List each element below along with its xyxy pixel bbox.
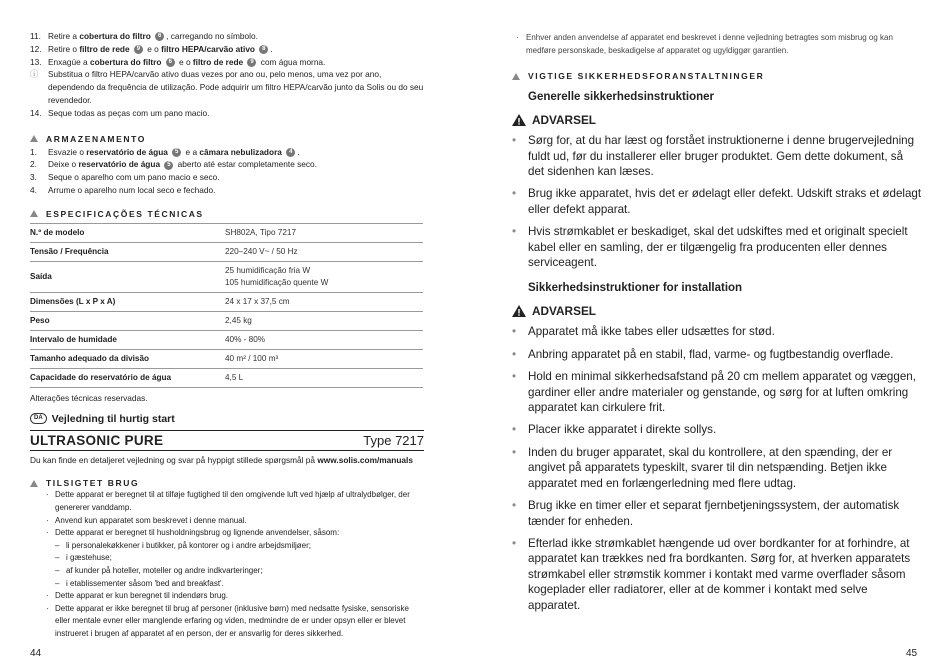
list-item: – li personalekøkkener i butikker, på kontorer og i andre arbejdsmiljøer;: [55, 540, 312, 550]
step-12: 12. Retire o filtro de rede 9 e o filtro HEPA/carvão ativo 8 .: [30, 43, 273, 54]
list-item: · Anvend kun apparatet som beskrevet i denne manual.: [46, 515, 247, 525]
table-row: Tamanho adequado da divisão 40 m² / 100 m³: [30, 349, 423, 368]
warning-triangle-icon: [30, 210, 38, 217]
left-page: [30, 30, 424, 640]
misuse-note: · Enhver anden anvendelse af apparatet end beskrevet i denne vejledning betragtes som misbrug og kan medføre personskade, beskadigelse af apparatet og ugyldiggør garantien.: [516, 33, 893, 55]
list-item: • Hold en minimal sikkerhedsafstand på 20 cm mellem apparatet og væggen, gardiner eller andre materialer og genstande, og sørg for at luften omkring apparatet kan cirkulere frit.: [512, 370, 916, 415]
info-note: ⓘ Substitua o filtro HEPA/carvão ativo duas vezes por ano ou, pelo menos, uma vez por ano, dependendo da frequência de utilização. Pode adquirir um filtro HEPA/carvão junto da Solis ou do seu revendedor.: [30, 69, 424, 105]
warning-heading-2: ADVARSEL: [512, 304, 922, 318]
step-11: 11. Retire a cobertura do filtro 6 , carregando no símbolo.: [30, 31, 258, 41]
manual-url[interactable]: www.solis.com/manuals: [317, 454, 413, 465]
part-badge: 6: [155, 32, 164, 41]
part-badge: 9: [247, 58, 256, 67]
step-14: 14. Seque todas as peças com um pano macio.: [30, 107, 210, 118]
table-row: N.º de modelo SH802A, Tipo 7217: [30, 223, 423, 242]
safety-heading: VIGTIGE SIKKERHEDSFORANSTALTNINGER: [512, 71, 922, 81]
manual-link-text: Du kan finde en detaljeret vejledning og svar på hyppigt stillede spørgsmål på www.solis.com/manuals: [30, 454, 413, 465]
list-item: • Apparatet må ikke tabes eller udsættes for stød.: [512, 325, 775, 339]
list-item: • Efterlad ikke strømkablet hængende ud over bordkanter for at forhindre, at apparatet kan trækkes ned fra bordkanten. Sørg for, at hverken apparatets strømkabel eller strømstik kommer i kontakt med varme overflader såsom kogeplader eller radiatorer, eller at de kommer i kontakt med selve apparatet.: [512, 536, 911, 612]
part-badge: 5: [172, 148, 181, 157]
list-item: · Dette apparat er kun beregnet til indendørs brug.: [46, 591, 228, 601]
list-item: – i etablissementer såsom 'bed and breakfast'.: [55, 578, 224, 588]
list-item: • Inden du bruger apparatet, skal du kontrollere, at den spænding, der er angivet på apparatets typeskilt, svarer til din netspænding. Betjen ikke apparatet med en forlængerledning med flere udtag.: [512, 445, 893, 490]
installation-safety-title: Sikkerhedsinstruktioner for installation: [528, 282, 743, 295]
specs-heading: ESPECIFICAÇÕES TÉCNICAS: [30, 209, 424, 219]
table-row: Intervalo de humidade 40% - 80%: [30, 330, 423, 349]
part-badge: 6: [166, 58, 175, 67]
list-item: · Dette apparat er beregnet til at tilføje fugtighed til den omgivende luft ved hjælp af ultralydbølger, der genererer vanddamp.: [46, 490, 410, 512]
page-number-left: 44: [30, 648, 42, 659]
installation-safety-list: [512, 324, 922, 613]
storage-step-1: 1. Esvazie o reservatório de água 5 e a câmara nebulizadora 4 .: [30, 146, 300, 157]
warning-icon: [512, 114, 526, 126]
list-item: • Hvis strømkablet er beskadiget, skal det udskiftes med et originalt specielt kabel eller en samling, der er tilgængelig fra producenten eller dennes serviceagent.: [512, 225, 908, 270]
table-row: Peso 2,45 kg: [30, 311, 423, 330]
cleaning-steps: [30, 30, 424, 120]
intended-use-list: [30, 489, 424, 640]
product-name: ULTRASONIC PURE: [30, 432, 164, 448]
part-badge: 8: [259, 45, 268, 54]
step-13: 13. Enxagúe a cobertura do filtro 6 e o filtro de rede 9 com água morna.: [30, 56, 326, 67]
table-row: Dimensões (L x P x A) 24 x 17 x 37,5 cm: [30, 292, 423, 311]
part-badge: 4: [286, 148, 295, 157]
general-safety-title: Generelle sikkerhedsinstruktioner: [528, 91, 714, 104]
warning-triangle-icon: [30, 480, 38, 487]
storage-step-4: 4. Arrume o aparelho num local seco e fechado.: [30, 184, 216, 195]
info-icon: ⓘ: [30, 69, 39, 80]
list-item: • Sørg for, at du har læst og forstået instruktionerne i denne brugervejledning fuldt ud, før du installerer eller bruger produktet. Gem dette dokument, så det sidenhen kan læses.: [512, 134, 915, 178]
table-row: Tensão / Frequência 220–240 V~ / 50 Hz: [30, 242, 423, 261]
part-badge: 9: [134, 45, 143, 54]
list-item: • Brug ikke apparatet, hvis det er ødelagt eller defekt. Udskift straks et ødelagt eller defekt apparat.: [512, 187, 922, 216]
intended-use-heading: TILSIGTET BRUG: [30, 478, 424, 488]
warning-triangle-icon: [30, 135, 38, 142]
list-item: · Dette apparat er ikke beregnet til brug af personer (inklusive børn) med nedsatte fysiske, sensoriske eller mentale evner eller manglende erfaring og viden, medmindre de er under opsyn eller er blevet instrueret i brugen af apparatet af en person, der er ansvarlig for deres sikkerhed.: [46, 603, 409, 638]
list-item: – af kunder på hoteller, moteller og andre indkvarteringer;: [55, 565, 263, 575]
list-item: • Brug ikke en timer eller et separat fjernbetjeningssystem, der automatisk tænder for enheden.: [512, 499, 900, 528]
product-type: Type 7217: [363, 432, 424, 448]
list-item: • Anbring apparatet på en stabil, flad, varme- og fugtbestandig overflade.: [512, 347, 894, 361]
list-item: · Dette apparat er beregnet til husholdningsbrug og lignende anvendelser, såsom:: [46, 528, 340, 538]
table-row: Saída 25 humidificação fria W 105 humidificação quente W: [30, 261, 423, 292]
specs-table: [30, 223, 423, 388]
product-header: [30, 430, 424, 451]
general-safety-list: [512, 133, 922, 270]
spec-note: Alterações técnicas reservadas.: [30, 392, 148, 403]
table-row: Capacidade do reservatório de água 4,5 L: [30, 368, 423, 387]
list-item: – i gæstehuse;: [55, 553, 112, 563]
warning-icon: [512, 305, 526, 317]
language-badge: DA: [30, 413, 47, 424]
part-badge: 5: [164, 161, 173, 170]
storage-step-3: 3. Seque o aparelho com um pano macio e seco.: [30, 172, 220, 183]
page-number-right: 45: [906, 648, 918, 659]
warning-heading-1: ADVARSEL: [512, 113, 922, 127]
right-page: [512, 32, 922, 620]
quick-start-heading: DA Vejledning til hurtig start: [30, 413, 424, 425]
list-item: • Placer ikke apparatet i direkte sollys.: [512, 423, 717, 437]
storage-step-2: 2. Deixe o reservatório de água 5 aberto até estar completamente seco.: [30, 159, 317, 170]
warning-triangle-icon: [512, 73, 520, 80]
storage-steps: [30, 146, 424, 197]
storage-heading: ARMAZENAMENTO: [30, 134, 424, 144]
